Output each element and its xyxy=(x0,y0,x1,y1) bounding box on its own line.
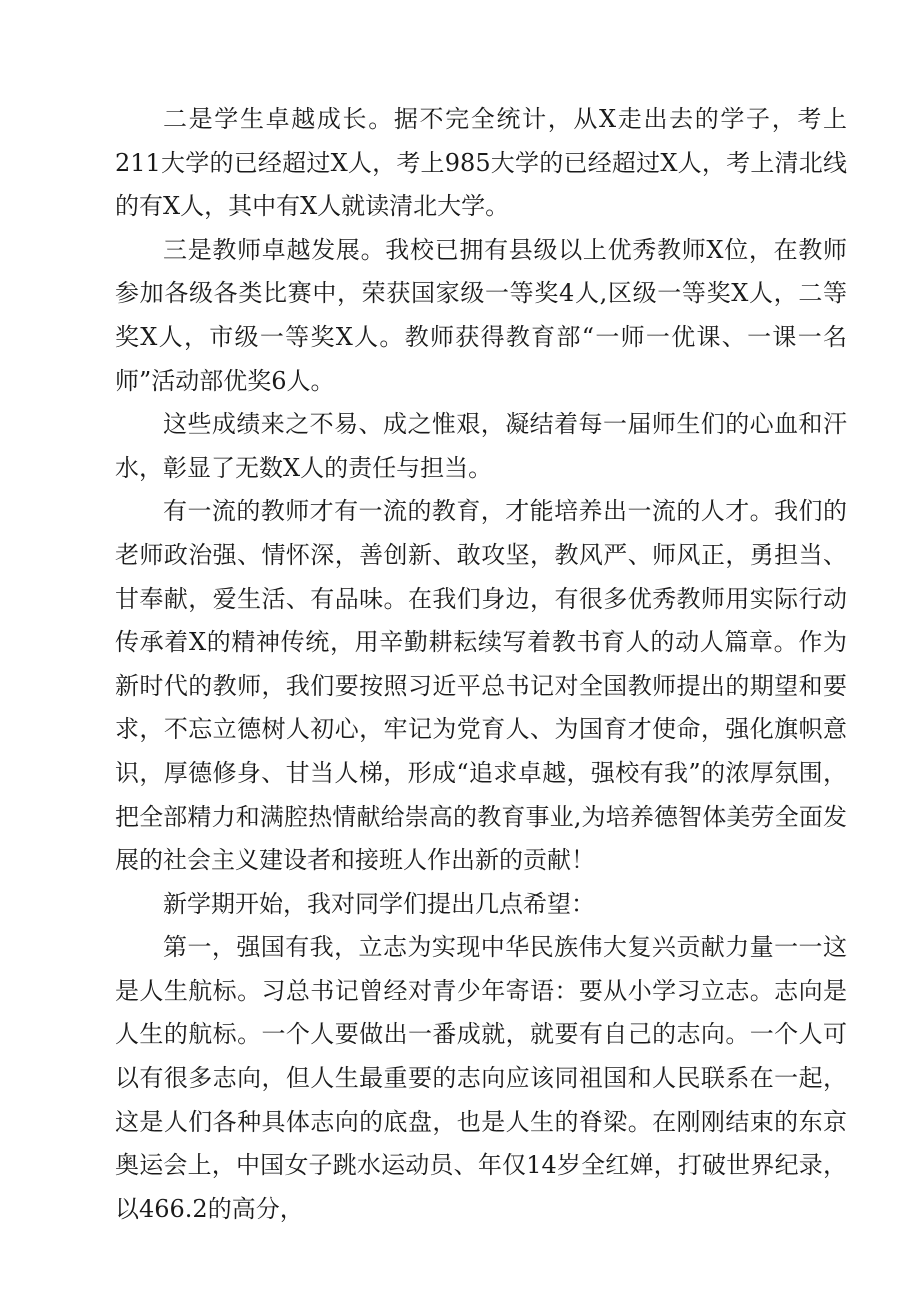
paragraph-student-growth: 二是学生卓越成长。据不完全统计，从X走出去的学子，考上211大学的已经超过X人，考上985大学的已经超过X人，考上清北线的有X人，其中有X人就读清北大学。 xyxy=(115,105,847,221)
paragraph-achievements: 这些成绩来之不易、成之惟艰，凝结着每一届师生们的心血和汗水，彰显了无数X人的责任与担当。 xyxy=(115,410,847,482)
paragraph-first-hope: 第一，强国有我，立志为实现中华民族伟大复兴贡献力量一一这是人生航标。习总书记曾经对青少年寄语：要从小学习立志。志向是人生的航标。一个人要做出一番成就，就要有自己的志向。一个人可以有很多志向，但人生最重要的志向应该同祖国和人民联系在一起，这是人们各种具体志向的底盘，也是人生的脊梁。在刚刚结束的东京奥运会上，中国女子跳水运动员、年仅14岁全红婵，打破世界纪录，以466.2的高分， xyxy=(115,933,847,1223)
paragraph-first-class-teachers: 有一流的教师才有一流的教育，才能培养出一流的人才。我们的老师政治强、情怀深，善创新、敢攻坚，教风严、师风正，勇担当、甘奉献，爱生活、有品味。在我们身边，有很多优秀教师用实际行动传承着X的精神传统，用辛勤耕耘续写着教书育人的动人篇章。作为新时代的教师，我们要按照习近平总书记对全国教师提出的期望和要求，不忘立德树人初心，牢记为党育人、为国育才使命，强化旗帜意识，厚德修身、甘当人梯，形成“追求卓越，强校有我”的浓厚氛围，把全部精力和满腔热情献给崇高的教育事业,为培养德智体美劳全面发展的社会主义建设者和接班人作出新的贡献！ xyxy=(115,497,847,875)
document-page xyxy=(115,98,847,1231)
paragraph-teacher-development: 三是教师卓越发展。我校已拥有县级以上优秀教师X位，在教师参加各级各类比赛中，荣获国家级一等奖4人,区级一等奖X人，二等奖X人，市级一等奖X人。教师获得教育部“一师一优课、一课一名师”活动部优奖6人。 xyxy=(115,235,847,395)
paragraph-new-semester: 新学期开始，我对同学们提出几点希望： xyxy=(163,889,595,918)
